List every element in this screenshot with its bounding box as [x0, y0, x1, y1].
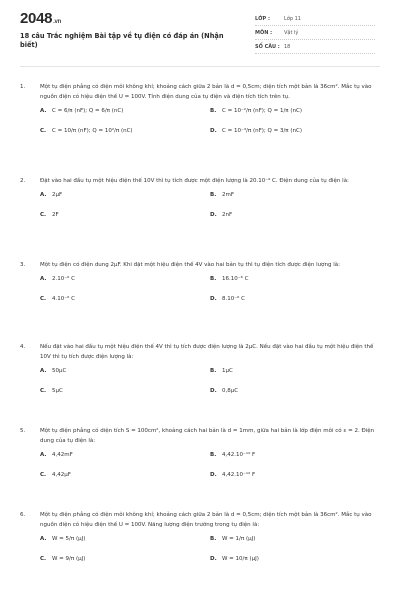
option-label: D. — [210, 388, 217, 394]
answer-options — [40, 106, 380, 146]
logo-suffix: .vn — [53, 19, 61, 25]
question-3 — [20, 260, 380, 314]
option-text: W = 10/π (µJ) — [222, 556, 259, 562]
option-d[interactable] — [210, 554, 259, 564]
answer-options — [40, 366, 380, 406]
option-label: C. — [40, 388, 47, 394]
question-stem: Một tụ điện phẳng có điện môi không khí; khoảng cách giữa 2 bản là d = 0,5cm; diện tích một bản là 36cm². Mắc tụ vào nguồn điện có hiệu điện thế U = 100V. Tính điện dung của tụ điện và điện tích tích trên tụ. — [40, 84, 372, 100]
option-label: B. — [210, 108, 217, 114]
option-b[interactable] — [210, 274, 248, 284]
question-number: 2. — [20, 178, 26, 184]
option-label: D. — [210, 472, 217, 478]
option-text: C = 10⁻²/π (nF); Q = 1/π (nC) — [222, 108, 302, 114]
option-label: B. — [210, 276, 217, 282]
option-text: 50µC — [52, 368, 67, 374]
option-text: 4,42mF — [52, 452, 73, 458]
option-label: B. — [210, 536, 217, 542]
option-label: D. — [210, 212, 217, 218]
option-text: 4,42µF — [52, 472, 71, 478]
question-stem: Một tụ điện phẳng có điện môi không khí; khoảng cách giữa 2 bản là d = 0,5cm; diện tích một bản là 36cm². Mắc tụ vào nguồn điện có hiệu điện thế U = 100V. Năng lượng điện trường trong tụ điện là: — [40, 512, 372, 528]
question-number: 5. — [20, 428, 26, 434]
option-label: A. — [40, 452, 47, 458]
question-2 — [20, 176, 380, 230]
option-c[interactable] — [40, 294, 75, 304]
option-label: C. — [40, 556, 47, 562]
question-number: 4. — [20, 344, 26, 350]
option-b[interactable] — [210, 534, 255, 544]
meta-key: MÔN : — [255, 30, 273, 36]
option-label: B. — [210, 368, 217, 374]
option-text: 2mF — [222, 192, 235, 198]
option-text: 4,42.10⁻¹⁰ F — [222, 452, 256, 458]
option-c[interactable] — [40, 126, 133, 136]
option-a[interactable] — [40, 450, 73, 460]
page-header — [0, 0, 400, 62]
option-text: 2.10⁻⁶ C — [52, 276, 75, 282]
option-label: A. — [40, 536, 47, 542]
option-label: C. — [40, 472, 47, 478]
option-text: 2µF — [52, 192, 63, 198]
option-text: 5µC — [52, 388, 63, 394]
answer-options — [40, 534, 380, 574]
option-text: 4,42.10⁻¹² F — [222, 472, 256, 478]
question-stem: Đặt vào hai đầu tụ một hiệu điện thế 10V thì tụ tích được một điện lượng là 20.10⁻⁹ C. Điện dung của tụ điện là: — [40, 178, 349, 184]
logo-text: 2048 — [20, 10, 53, 27]
option-b[interactable] — [210, 366, 233, 376]
option-label: A. — [40, 108, 47, 114]
option-text: 1µC — [222, 368, 233, 374]
meta-row-subject — [255, 26, 375, 40]
question-1 — [20, 82, 380, 146]
option-d[interactable] — [210, 126, 302, 136]
option-text: 0,8µC — [222, 388, 239, 394]
option-c[interactable] — [40, 386, 63, 396]
option-b[interactable] — [210, 106, 302, 116]
option-a[interactable] — [40, 106, 123, 116]
option-text: 2F — [52, 212, 59, 218]
option-label: C. — [40, 296, 47, 302]
option-label: B. — [210, 192, 217, 198]
site-logo[interactable] — [20, 10, 61, 27]
option-label: A. — [40, 276, 47, 282]
option-c[interactable] — [40, 210, 59, 220]
meta-value: Lớp 11 — [284, 16, 301, 22]
option-text: 2nF — [222, 212, 233, 218]
option-label: D. — [210, 296, 217, 302]
meta-key: LỚP : — [255, 16, 270, 22]
meta-value: 18 — [284, 44, 291, 50]
option-text: W = 9/π (µJ) — [52, 556, 86, 562]
question-4 — [20, 342, 380, 406]
option-text: 8.10⁻⁶ C — [222, 296, 245, 302]
option-d[interactable] — [210, 386, 238, 396]
option-text: C = 10⁻³/π (nF); Q = 3/π (nC) — [222, 128, 302, 134]
option-label: D. — [210, 128, 217, 134]
option-a[interactable] — [40, 190, 62, 200]
meta-key: SỐ CÂU : — [255, 44, 280, 50]
option-text: W = 1/π (µJ) — [222, 536, 256, 542]
answer-options — [40, 274, 380, 314]
option-text: 16.10⁻⁶ C — [222, 276, 249, 282]
header-divider — [20, 66, 380, 67]
option-a[interactable] — [40, 534, 85, 544]
option-text: 4.10⁻⁶ C — [52, 296, 75, 302]
question-stem: Một tụ điện phẳng có diện tích S = 100cm², khoảng cách hai bản là d = 1mm, giữa hai bản là lớp điện môi có ε = 2. Điện dung của tụ điện là: — [40, 428, 375, 444]
question-6 — [20, 510, 380, 574]
question-5 — [20, 426, 380, 490]
option-b[interactable] — [210, 190, 234, 200]
option-label: C. — [40, 128, 47, 134]
meta-row-count — [255, 40, 375, 54]
meta-table — [255, 12, 375, 54]
option-text: C = 6/π (nF); Q = 6/π (nC) — [52, 108, 124, 114]
option-label: A. — [40, 192, 47, 198]
option-d[interactable] — [210, 210, 232, 220]
answer-options — [40, 450, 380, 490]
option-b[interactable] — [210, 450, 255, 460]
option-c[interactable] — [40, 554, 85, 564]
answer-options — [40, 190, 380, 230]
option-d[interactable] — [210, 294, 245, 304]
option-label: C. — [40, 212, 47, 218]
question-stem: Một tụ điện có điện dung 2µF. Khi đặt một hiệu điện thế 4V vào hai bản tụ thì tụ điện tích được điện lượng là: — [40, 262, 340, 268]
question-number: 3. — [20, 262, 26, 268]
option-d[interactable] — [210, 470, 255, 480]
option-a[interactable] — [40, 274, 75, 284]
option-a[interactable] — [40, 366, 66, 376]
option-text: C = 10/π (nF); Q = 10²/π (nC) — [52, 128, 133, 134]
option-c[interactable] — [40, 470, 71, 480]
question-number: 1. — [20, 84, 26, 90]
question-number: 6. — [20, 512, 26, 518]
meta-value: Vật lý — [284, 30, 299, 36]
option-label: B. — [210, 452, 217, 458]
option-label: A. — [40, 368, 47, 374]
document-title: 18 câu Trắc nghiệm Bài tập về tụ điện có đáp án (Nhận biết) — [20, 32, 224, 49]
meta-row-class — [255, 12, 375, 26]
question-stem: Nếu đặt vào hai đầu tụ một hiệu điện thế 4V thì tụ tích được điện lượng là 2µC. Nếu đặt vào hai đầu tụ một hiệu điện thế 10V thì tụ tích được điện lượng là: — [40, 344, 374, 360]
option-label: D. — [210, 556, 217, 562]
option-text: W = 5/π (µJ) — [52, 536, 86, 542]
